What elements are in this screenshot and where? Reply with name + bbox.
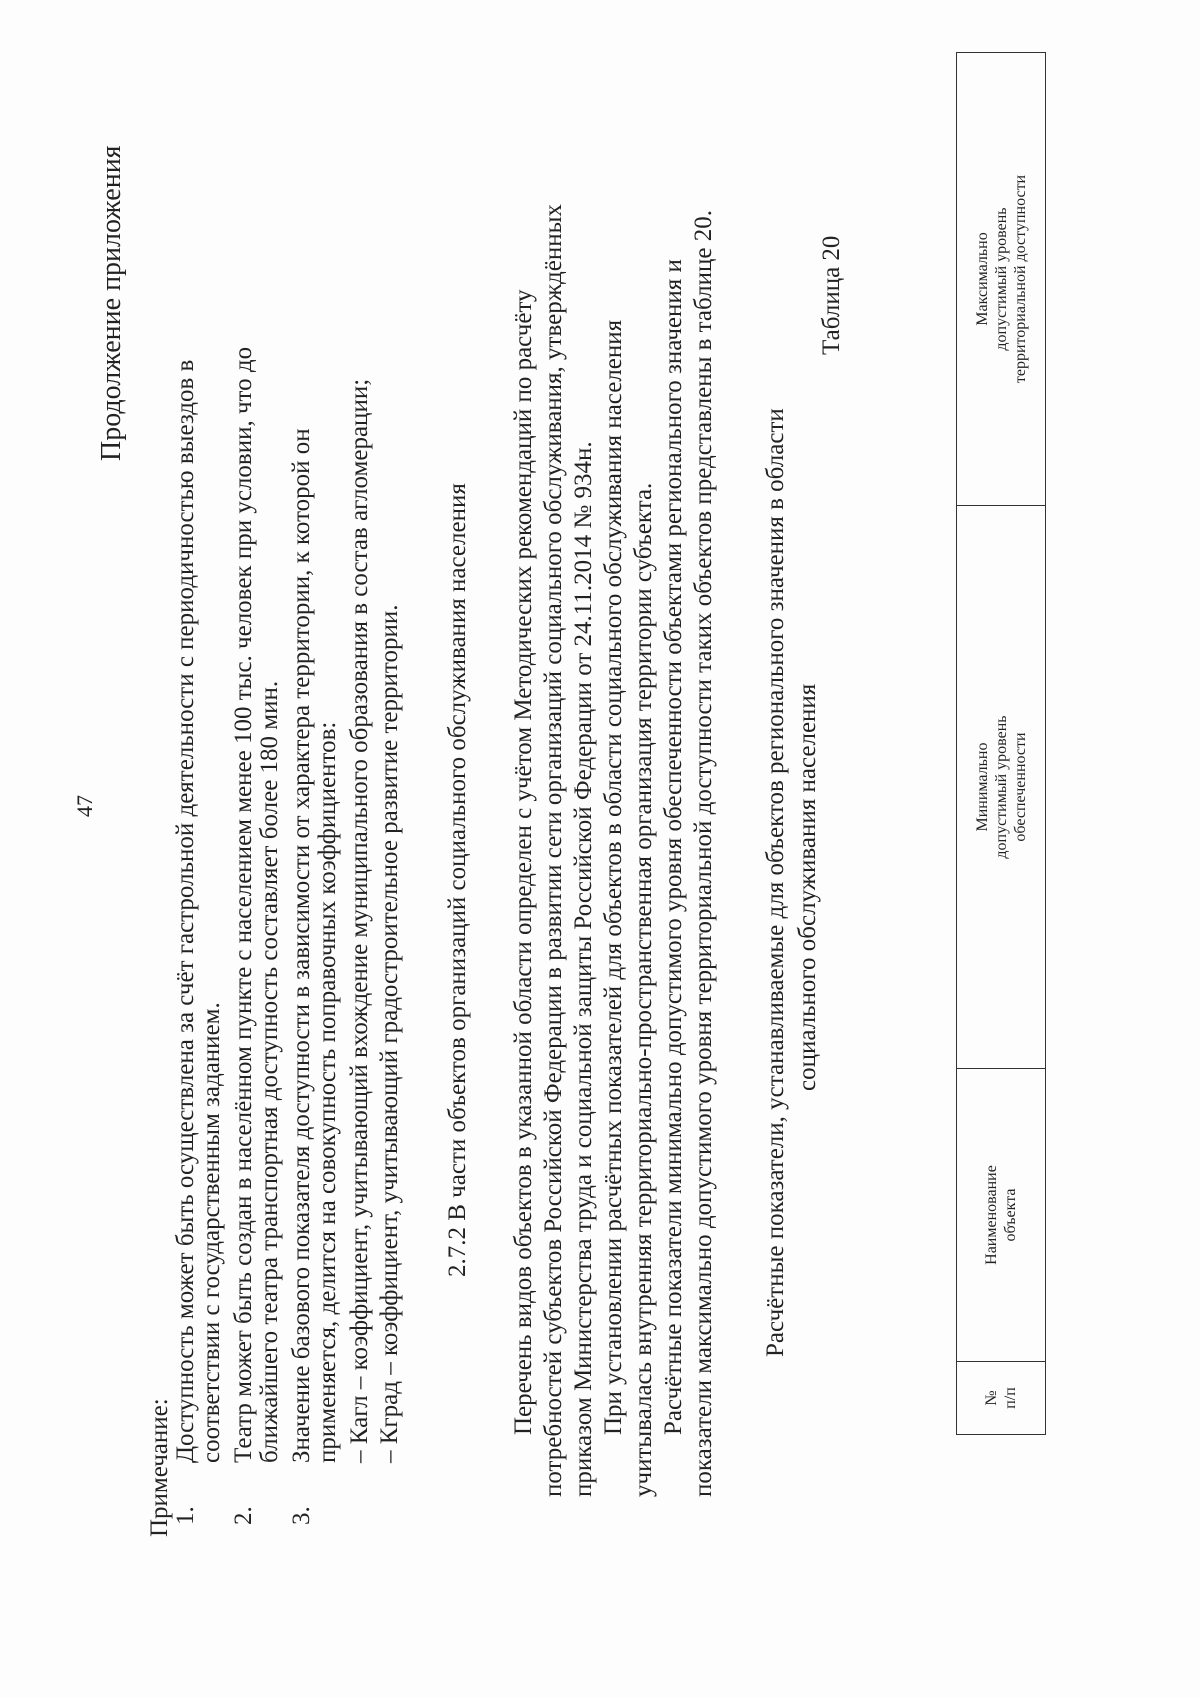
table-caption-line: Расчётные показатели, устанавливаемые для объектов регионального значения в области <box>762 408 789 1357</box>
note-item-number: 3. <box>288 1506 315 1525</box>
header-text: Минимально <box>973 742 991 832</box>
header-text: территориальной доступности <box>1011 174 1029 384</box>
note-item-line: Театр может быть создан в населённом пункте с населением менее 100 тыс. человек при условии, что до <box>230 346 257 1463</box>
header-cell-min-level <box>957 506 1046 1069</box>
coefficient-line: – Кград – коэффициент, учитывающий градостроительное развитие территории. <box>376 604 403 1463</box>
paragraph-line: приказом Министерства труда и социальной защиты Российской Федерации от 24.11.2014 № 934н. <box>570 441 597 1497</box>
header-text: обеспеченности <box>1011 732 1029 842</box>
table-20 <box>956 52 1046 1435</box>
note-item-line: применяется, делится на совокупность поправочных коэффициентов: <box>314 721 341 1463</box>
section-title: 2.7.2 В части объектов организаций социального обслуживания населения <box>444 483 471 1277</box>
table-header-row <box>957 53 1046 1435</box>
table-label: Таблица 20 <box>818 235 845 355</box>
note-title: Примечание: <box>146 1398 173 1537</box>
header-text: допустимый уровень <box>992 715 1010 859</box>
note-item-line: Доступность может быть осуществлена за счёт гастрольной деятельности с периодичностью выездов в <box>172 359 199 1463</box>
header-text: допустимый уровень <box>992 207 1010 351</box>
header-text: № <box>983 1390 1000 1406</box>
header-text: Максимально <box>973 232 991 326</box>
header-text: Наименование <box>983 1165 1000 1265</box>
header-text: п/п <box>1002 1387 1019 1409</box>
coefficient-line: – Кагл – коэффициент, учитывающий вхождение муниципального образования в состав агломерации; <box>346 378 373 1463</box>
header-text: объекта <box>1002 1188 1019 1242</box>
table-caption-line: социального обслуживания населения <box>794 683 821 1091</box>
paragraph-line: показатели максимально допустимого уровня территориальной доступности таких объектов представлены в таблице 20. <box>690 210 717 1497</box>
paragraph-line: потребностей субъектов Российской Федерации в развитии сети организаций социального обслуживания, утверждённых <box>540 204 567 1497</box>
page-header: Продолжение приложения <box>96 145 127 461</box>
note-item-number: 2. <box>230 1506 257 1525</box>
paragraph-line: учитывалась внутренняя территориально-пространственная организация территории субъекта. <box>630 482 657 1497</box>
page-number: 47 <box>72 795 97 817</box>
paragraph-line: Перечень видов объектов в указанной области определен с учётом Методических рекомендаций по расчёту <box>510 289 537 1435</box>
header-cell-name <box>957 1069 1046 1362</box>
note-item-line: ближайшего театра транспортная доступность составляет более 180 мин. <box>256 680 283 1463</box>
header-cell-max-access <box>957 53 1046 506</box>
note-item-line: Значение базового показателя доступности в зависимости от характера территории, к которой он <box>288 428 315 1463</box>
note-item-number: 1. <box>172 1506 199 1525</box>
header-cell-number <box>957 1362 1046 1435</box>
paragraph-line: Расчётные показатели минимально допустимого уровня обеспеченности объектами регионального значения и <box>660 259 687 1435</box>
paragraph-line: При установлении расчётных показателей для объектов в области социального обслуживания населения <box>600 319 627 1435</box>
note-item-line: соответствии с государственным заданием. <box>198 1002 225 1463</box>
